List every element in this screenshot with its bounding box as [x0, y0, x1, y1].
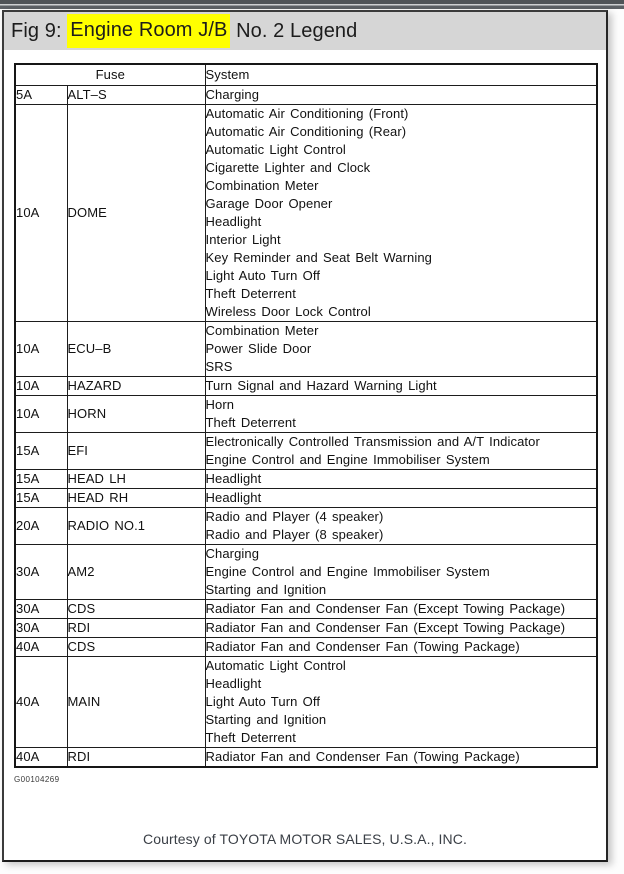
- fuse-name-cell: RDI: [67, 748, 205, 768]
- table-row: [15, 377, 597, 396]
- system-cell: [205, 396, 597, 433]
- table-row: [15, 657, 597, 748]
- fuse-amp-cell: 40A: [15, 638, 67, 657]
- fuse-amp-cell: 10A: [15, 105, 67, 322]
- fuse-name-cell: CDS: [67, 600, 205, 619]
- system-cell: [205, 322, 597, 377]
- table-row: [15, 600, 597, 619]
- system-line: Radiator Fan and Condenser Fan (Towing Package): [205, 749, 520, 764]
- system-cell: [205, 105, 597, 322]
- fuse-table-body: [15, 86, 597, 768]
- table-row: [15, 470, 597, 489]
- system-line: Charging: [205, 87, 260, 102]
- system-line: Starting and Ignition: [205, 582, 327, 597]
- system-line: Turn Signal and Hazard Warning Light: [205, 378, 437, 393]
- fuse-name-cell: RDI: [67, 619, 205, 638]
- fuse-name-cell: MAIN: [67, 657, 205, 748]
- system-line: Headlight: [205, 214, 262, 229]
- system-line: Combination Meter: [205, 178, 319, 193]
- system-line: Automatic Light Control: [205, 658, 346, 673]
- system-line: Garage Door Opener: [205, 196, 333, 211]
- system-cell: [205, 638, 597, 657]
- fuse-amp-cell: 30A: [15, 619, 67, 638]
- system-line: Headlight: [205, 490, 262, 505]
- fuse-amp-cell: 40A: [15, 657, 67, 748]
- fuse-name-cell: HAZARD: [67, 377, 205, 396]
- figure-title-bar: [4, 12, 606, 50]
- document-page: [2, 10, 608, 862]
- system-line: Cigarette Lighter and Clock: [205, 160, 371, 175]
- system-line: Power Slide Door: [205, 341, 312, 356]
- system-line: Radio and Player (8 speaker): [205, 527, 384, 542]
- table-row: [15, 86, 597, 105]
- fuse-name-cell: DOME: [67, 105, 205, 322]
- system-cell: [205, 470, 597, 489]
- system-cell: [205, 657, 597, 748]
- system-line: Charging: [205, 546, 260, 561]
- fuse-name-cell: HORN: [67, 396, 205, 433]
- system-line: Automatic Air Conditioning (Front): [205, 106, 409, 121]
- system-cell: [205, 545, 597, 600]
- fuse-amp-cell: 10A: [15, 396, 67, 433]
- table-row: [15, 105, 597, 322]
- system-cell: [205, 619, 597, 638]
- fuse-amp-cell: 40A: [15, 748, 67, 768]
- system-column-header: System: [205, 64, 597, 86]
- table-header-row: [15, 64, 597, 86]
- system-line: Engine Control and Engine Immobiliser System: [205, 452, 490, 467]
- system-cell: [205, 748, 597, 768]
- fuse-amp-cell: 15A: [15, 489, 67, 508]
- table-row: [15, 619, 597, 638]
- courtesy-note: Courtesy of TOYOTA MOTOR SALES, U.S.A., INC.: [143, 831, 467, 847]
- fuse-amp-cell: 15A: [15, 470, 67, 489]
- system-line: Radiator Fan and Condenser Fan (Except Towing Package): [205, 601, 566, 616]
- table-row: [15, 748, 597, 768]
- fuse-name-cell: HEAD LH: [67, 470, 205, 489]
- fuse-amp-cell: 30A: [15, 545, 67, 600]
- figure-title-highlight: Engine Room J/B: [67, 14, 230, 48]
- system-line: Theft Deterrent: [205, 730, 296, 745]
- fuse-amp-cell: 15A: [15, 433, 67, 470]
- fuse-amp-cell: 30A: [15, 600, 67, 619]
- system-line: Automatic Light Control: [205, 142, 346, 157]
- system-cell: [205, 489, 597, 508]
- system-cell: [205, 433, 597, 470]
- system-cell: [205, 377, 597, 396]
- system-line: Wireless Door Lock Control: [205, 304, 371, 319]
- system-line: Radio and Player (4 speaker): [205, 509, 384, 524]
- fuse-amp-cell: 10A: [15, 377, 67, 396]
- system-line: Theft Deterrent: [205, 415, 296, 430]
- system-line: Combination Meter: [205, 323, 319, 338]
- table-row: [15, 545, 597, 600]
- table-row: [15, 396, 597, 433]
- system-line: Starting and Ignition: [205, 712, 327, 727]
- system-line: Headlight: [205, 676, 262, 691]
- system-cell: [205, 508, 597, 545]
- fuse-legend-table: [14, 63, 598, 768]
- fuse-amp-cell: 20A: [15, 508, 67, 545]
- system-line: Horn: [205, 397, 235, 412]
- fuse-amp-cell: 5A: [15, 86, 67, 105]
- window-chrome-bar: [0, 0, 624, 9]
- table-row: [15, 489, 597, 508]
- figure-id: G00104269: [14, 775, 60, 784]
- system-line: Radiator Fan and Condenser Fan (Towing Package): [205, 639, 520, 654]
- system-line: Light Auto Turn Off: [205, 268, 321, 283]
- table-row: [15, 433, 597, 470]
- system-line: Engine Control and Engine Immobiliser System: [205, 564, 490, 579]
- fuse-name-cell: AM2: [67, 545, 205, 600]
- system-line: Radiator Fan and Condenser Fan (Except Towing Package): [205, 620, 566, 635]
- figure-title-prefix: Fig 9:: [11, 19, 68, 42]
- system-line: Interior Light: [205, 232, 281, 247]
- fuse-name-cell: HEAD RH: [67, 489, 205, 508]
- system-line: Theft Deterrent: [205, 286, 296, 301]
- system-line: SRS: [205, 359, 233, 374]
- table-row: [15, 638, 597, 657]
- system-line: Automatic Air Conditioning (Rear): [205, 124, 407, 139]
- figure-title-suffix: No. 2 Legend: [230, 19, 358, 42]
- fuse-name-cell: ECU–B: [67, 322, 205, 377]
- system-cell: [205, 86, 597, 105]
- fuse-name-cell: RADIO NO.1: [67, 508, 205, 545]
- system-line: Light Auto Turn Off: [205, 694, 321, 709]
- system-line: Headlight: [205, 471, 262, 486]
- fuse-column-header: Fuse: [15, 64, 205, 86]
- system-cell: [205, 600, 597, 619]
- fuse-name-cell: EFI: [67, 433, 205, 470]
- system-line: Electronically Controlled Transmission and A/T Indicator: [205, 434, 540, 449]
- table-row: [15, 508, 597, 545]
- fuse-name-cell: ALT–S: [67, 86, 205, 105]
- table-row: [15, 322, 597, 377]
- fuse-amp-cell: 10A: [15, 322, 67, 377]
- system-line: Key Reminder and Seat Belt Warning: [205, 250, 432, 265]
- fuse-name-cell: CDS: [67, 638, 205, 657]
